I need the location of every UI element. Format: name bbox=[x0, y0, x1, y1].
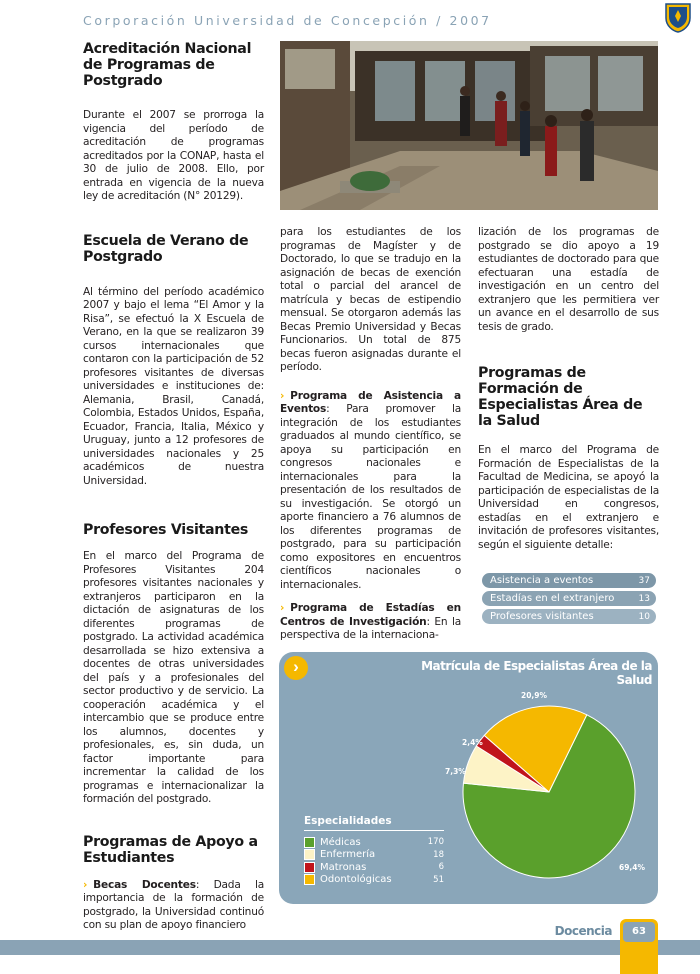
campus-photo bbox=[280, 41, 658, 210]
heading-acreditacion: Acreditación Nacional de Programas de Postgrado bbox=[83, 41, 252, 89]
pie-data-label: 7,3% bbox=[445, 767, 466, 776]
legend-swatch bbox=[304, 862, 315, 873]
table-row: Profesores visitantes 10 bbox=[482, 609, 656, 624]
legend-item: Médicas 170 bbox=[304, 836, 444, 849]
paragraph-especialistas-salud: En el marco del Programa de Formación de Especialistas de la Facultad de Medicina, se apoyó la participación de especialistas de la Universidad en congresos, estadías en el extranjero e invitación de profesores visitantes, según el siguiente detalle: bbox=[478, 444, 659, 551]
table-row: Estadías en el extranjero 13 bbox=[482, 591, 656, 606]
apoyo-especialistas-table bbox=[482, 573, 656, 627]
legend-swatch bbox=[304, 849, 315, 860]
heading-profesores-visitantes: Profesores Visitantes bbox=[83, 522, 249, 538]
page-number-tab bbox=[620, 919, 658, 974]
chart-legend bbox=[304, 815, 444, 886]
pie-data-label: 2,4% bbox=[462, 738, 483, 747]
page-number: 63 bbox=[623, 922, 655, 942]
paragraph-estadias: › Programa de Estadías en Centros de Investigación: En la perspectiva de la internaciona- bbox=[280, 602, 461, 641]
bullet-arrow-icon: › bbox=[83, 878, 88, 891]
col2 bbox=[280, 226, 461, 643]
legend-swatch bbox=[304, 837, 315, 848]
legend-title: Especialidades bbox=[304, 815, 444, 831]
paragraph-becas-docentes: › Becas Docentes: Dada la importancia de la formación de postgrado, la Universidad continuó con su plan de apoyo financiero bbox=[83, 878, 264, 931]
pie-data-label: 20,9% bbox=[521, 691, 548, 700]
heading-programas-apoyo: Programas de Apoyo a Estudiantes bbox=[83, 833, 258, 866]
col1 bbox=[83, 41, 264, 933]
footer-bar bbox=[0, 940, 700, 955]
bullet-arrow-icon: › bbox=[280, 602, 285, 614]
university-crest-icon bbox=[665, 3, 691, 33]
chart-title: Matrícula de Especialistas Área de la Salud bbox=[421, 659, 652, 687]
legend-swatch bbox=[304, 874, 315, 885]
table-row: Asistencia a eventos 37 bbox=[482, 573, 656, 588]
col3 bbox=[478, 226, 659, 552]
paragraph-asistencia-eventos: › Programa de Asistencia a Eventos: Para promover la integración de los estudiantes graduados al mundo científico, se apoya su participación en congresos nacionales e internacionales para la presentación de los resultados de su investigación. Se otorgó un aporte financiero a 76 alumnos de los diferentes programas de postgrado, para su participación como expositores en encuentros científicos nacionales o internacionales. bbox=[280, 389, 461, 591]
heading-escuela-verano: Escuela de Verano de Postgrado bbox=[83, 232, 249, 265]
heading-especialistas-salud: Programas de Formación de Especialistas Área de la Salud bbox=[478, 365, 643, 429]
bullet-arrow-icon: › bbox=[280, 389, 285, 402]
header-title: Corporación Universidad de Concepción / 2007 bbox=[83, 13, 492, 28]
chevron-right-icon: › bbox=[284, 656, 308, 680]
footer-section-label: Docencia bbox=[554, 924, 612, 938]
legend-item: Matronas 6 bbox=[304, 861, 444, 874]
paragraph-profesores-visitantes: En el marco del Programa de Profesores Visitantes 204 profesores visitantes nacionales y extranjeros participaron en la dictación de asignaturas de los diferentes programas de postgrado. La actividad académica desarrollada se hizo extensiva a docentes de otras universidades del país y a profesionales del sector productivo y de servicio. La cooperación académica y el intercambio que se produce entre los alumnos, docentes y profesionales, es, sin duda, un factor importante para incrementar la calidad de los programas e internacionalizar la formación del postgrado. bbox=[83, 550, 264, 805]
legend-item: Odontológicas 51 bbox=[304, 874, 444, 887]
legend-item: Enfermería 18 bbox=[304, 849, 444, 862]
paragraph-becas-cont: para los estudiantes de los programas de Magíster y de Doctorado, lo que se tradujo en la asignación de becas de exención total o parcial del arancel de matrícula y becas de estipendio mensual. Se otorgaron además las Becas Premio Universidad y Becas Funcionarios. Un total de 875 becas fueron asignadas durante el período. bbox=[280, 226, 461, 373]
paragraph-escuela-verano: Al término del período académico 2007 y bajo el lema “El Amor y la Risa”, se efectuó la X Escuela de Verano, en la que se realizaron 39 cursos internacionales que contaron con la participación de 52 profesores visitantes de diversas universidades e instituciones de: Alemania, Brasil, Canadá, Colombia, Estados Unidos, España, Ecuador, Francia, Italia, México y Uruguay, junto a 12 profesores de universidades nacionales y 25 académicos de nuestra Universidad. bbox=[83, 285, 264, 487]
pie-data-label: 69,4% bbox=[619, 863, 646, 872]
paragraph-acreditacion: Durante el 2007 se prorroga la vigencia del período de acreditación de programas acreditados por la CONAP, hasta el 30 de julio de 2008. Ello, por entrada en vigencia de la nueva ley de acreditación (N° 20129). bbox=[83, 109, 264, 202]
paragraph-estadias-cont: lización de los programas de postgrado se dio apoyo a 19 estudiantes de doctorado para que efectuaran una estadía de investigación en un centro del extranjero que les permitiera ver un avance en el desarrollo de sus tesis de grado. bbox=[478, 226, 659, 333]
